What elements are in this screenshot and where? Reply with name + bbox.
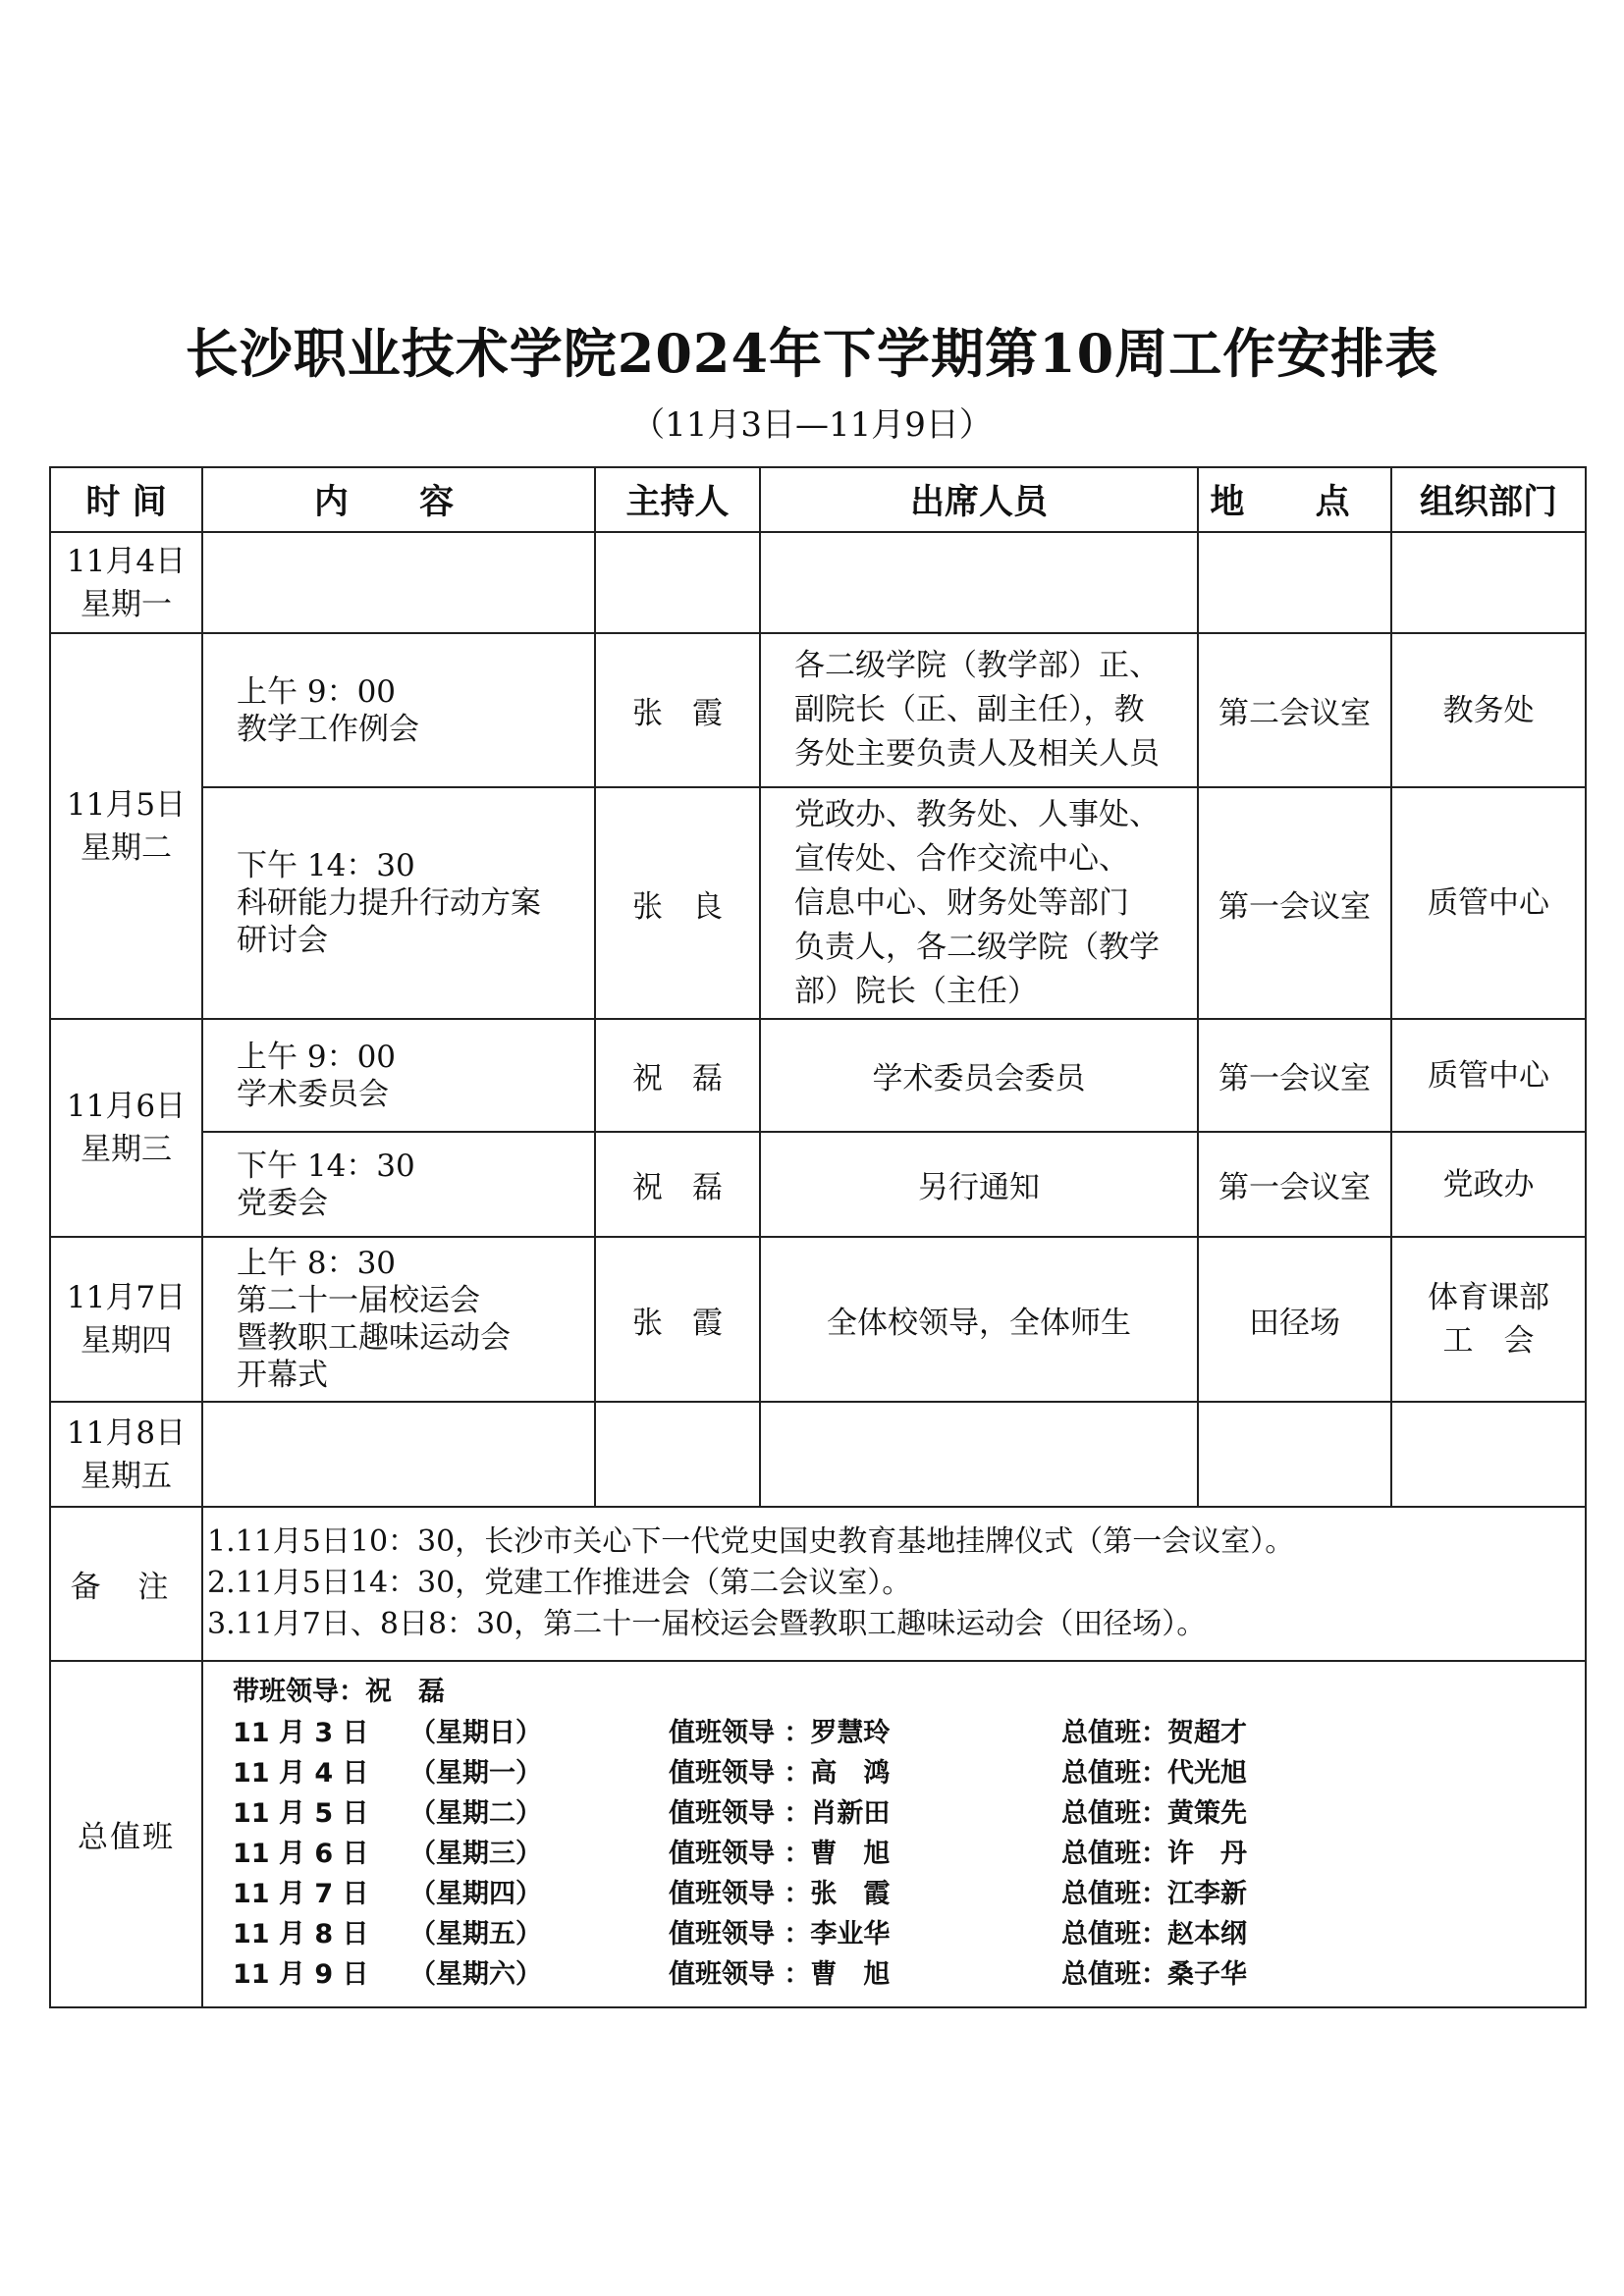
event-title: 开幕式 [237,1358,328,1393]
table-row [50,532,1586,633]
duty-weekday: （星期日） [409,1718,542,1748]
table-row [50,787,1586,1019]
attendee-line: 宣传处、合作交流中心、 [794,840,1129,877]
day-cell [50,633,202,1019]
page-title: 长沙职业技术学院2024年下学期第10周工作安排表 [185,322,1439,385]
duty-leader: 值班领导 ：李业华 [669,1919,891,1949]
event-attendees: 全体校领导，全体师生 [760,1237,1198,1402]
day-date: 11月7日 [66,1280,187,1315]
event-title: 学术委员会 [237,1076,389,1112]
empty-cell [202,532,595,633]
table-row [50,1237,1586,1402]
day-cell [50,1237,202,1402]
empty-cell [595,532,760,633]
event-host: 张霞 [595,1237,760,1402]
event-location: 田径场 [1198,1237,1391,1402]
table-row [50,1402,1586,1507]
event-title: 第二十一届校运会 [237,1283,480,1318]
duty-chief: 总值班：黄策先 [1061,1798,1247,1829]
attendee-line: 负责人，各二级学院（教学 [794,929,1160,965]
event-location: 第二会议室 [1198,633,1391,787]
notes-row [50,1507,1586,1661]
duty-date: 11 月 7 日 [233,1879,369,1909]
event-title: 科研能力提升行动方案 [237,885,541,921]
header-department: 组织部门 [1391,467,1586,532]
duty-entry [233,1954,1585,1995]
event-host: 张霞 [595,633,760,787]
duty-chief: 总值班：许 丹 [1061,1839,1247,1869]
attendee-line: 党政办、教务处、人事处、 [794,796,1160,832]
header-content: 内 容 [202,467,595,532]
event-department [1391,1237,1586,1402]
duty-entry [233,1753,1585,1793]
notes-label: 备 注 [50,1507,202,1661]
duty-date: 11 月 3 日 [233,1718,369,1748]
duty-entry [233,1713,1585,1753]
duty-leader: 值班领导 ：肖新田 [669,1798,891,1829]
event-time: 下午 14：30 [237,848,415,883]
department-line: 工 会 [1442,1323,1535,1359]
table-row [50,1019,1586,1132]
note-item: 3.11月7日、8日8：30，第二十一届校运会暨教职工趣味运动会（田径场）。 [207,1606,1207,1641]
day-date: 11月4日 [66,543,187,579]
day-date: 11月5日 [66,786,187,823]
duty-entry [233,1874,1585,1914]
duty-chief: 总值班：桑子华 [1061,1959,1247,1990]
duty-weekday: （星期三） [409,1839,542,1869]
table-row [50,1132,1586,1237]
event-title: 暨教职工趣味运动会 [237,1320,511,1356]
duty-chief: 总值班：赵本纲 [1061,1919,1247,1949]
attendee-line: 务处主要负责人及相关人员 [794,736,1160,772]
day-cell [50,1019,202,1237]
empty-cell [1198,1402,1391,1507]
duty-chief: 总值班：贺超才 [1061,1718,1247,1748]
duty-weekday: （星期六） [409,1959,542,1990]
header-row [50,467,1586,532]
duty-row [50,1661,1586,2007]
event-department: 教务处 [1391,633,1586,787]
event-content [202,787,595,1019]
event-department: 党政办 [1391,1132,1586,1237]
schedule-table [49,466,1587,2008]
note-item: 2.11月5日14：30，党建工作推进会（第二会议室）。 [207,1565,912,1600]
event-time: 上午 9：00 [237,1039,397,1075]
department-line: 体育课部 [1428,1280,1549,1315]
event-time: 上午 8：30 [237,1246,397,1281]
event-content [202,1237,595,1402]
duty-leader: 值班领导 ：曹 旭 [669,1839,891,1869]
event-time: 上午 9：00 [237,673,397,710]
event-location: 第一会议室 [1198,1019,1391,1132]
day-weekday: 星期五 [81,1458,172,1494]
event-title: 教学工作例会 [237,711,419,747]
event-department: 质管中心 [1391,787,1586,1019]
day-weekday: 星期一 [81,586,172,622]
duty-weekday: （星期一） [409,1758,542,1789]
event-attendees: 另行通知 [760,1132,1198,1237]
duty-weekday: （星期五） [409,1919,542,1949]
event-attendees [760,633,1198,787]
event-content [202,1132,595,1237]
event-host: 张良 [595,787,760,1019]
day-date: 11月6日 [66,1089,187,1124]
duty-leader: 值班领导 ：高 鸿 [669,1758,891,1789]
event-department: 质管中心 [1391,1019,1586,1132]
duty-date: 11 月 8 日 [233,1919,369,1949]
header-location: 地 点 [1198,467,1391,532]
duty-label: 总值班 [50,1661,202,2007]
event-content [202,633,595,787]
header-host: 主持人 [595,467,760,532]
attendee-line: 信息中心、财务处等部门 [794,884,1129,921]
day-weekday: 星期二 [81,829,172,866]
empty-cell [202,1402,595,1507]
event-host: 祝磊 [595,1132,760,1237]
duty-chief: 总值班：代光旭 [1061,1758,1247,1789]
duty-entry [233,1914,1585,1954]
empty-cell [760,1402,1198,1507]
note-item: 1.11月5日10：30，长沙市关心下一代党史国史教育基地挂牌仪式（第一会议室）。 [207,1523,1295,1559]
notes-cell [202,1507,1586,1661]
event-time: 下午 14：30 [237,1148,415,1184]
day-cell [50,1402,202,1507]
duty-weekday: （星期四） [409,1879,542,1909]
empty-cell [1198,532,1391,633]
empty-cell [760,532,1198,633]
event-host: 祝磊 [595,1019,760,1132]
empty-cell [1391,1402,1586,1507]
duty-leader: 值班领导 ：曹 旭 [669,1959,891,1990]
duty-date: 11 月 9 日 [233,1959,369,1990]
event-location: 第一会议室 [1198,1132,1391,1237]
event-content [202,1019,595,1132]
duty-date: 11 月 6 日 [233,1839,369,1869]
attendee-line: 各二级学院（教学部）正、 [794,648,1160,683]
event-attendees [760,787,1198,1019]
header-attendees: 出席人员 [760,467,1198,532]
duty-leader: 值班领导 ：罗慧玲 [669,1718,891,1748]
empty-cell [595,1402,760,1507]
event-location: 第一会议室 [1198,787,1391,1019]
day-cell [50,532,202,633]
duty-weekday: （星期二） [409,1798,542,1829]
duty-chief: 总值班：江李新 [1061,1879,1247,1909]
duty-entry [233,1793,1585,1834]
duty-cell [202,1661,1586,2007]
duty-entry [233,1834,1585,1874]
empty-cell [1391,532,1586,633]
event-attendees: 学术委员会委员 [760,1019,1198,1132]
duty-leader: 值班领导 ：张 霞 [669,1879,891,1909]
event-title: 研讨会 [237,923,328,958]
table-row [50,633,1586,787]
attendee-line: 部）院长（主任） [794,973,1038,1009]
day-weekday: 星期四 [81,1323,172,1359]
event-title: 党委会 [237,1185,328,1221]
day-weekday: 星期三 [81,1132,172,1167]
header-time: 时 间 [50,467,202,532]
attendee-line: 副院长（正、副主任），教 [794,692,1145,727]
duty-lead: 带班领导：祝 磊 [233,1677,445,1707]
duty-date: 11 月 5 日 [233,1798,369,1829]
duty-date: 11 月 4 日 [233,1758,369,1789]
date-range: （11月3日—11月9日） [631,405,993,445]
day-date: 11月8日 [66,1415,187,1451]
